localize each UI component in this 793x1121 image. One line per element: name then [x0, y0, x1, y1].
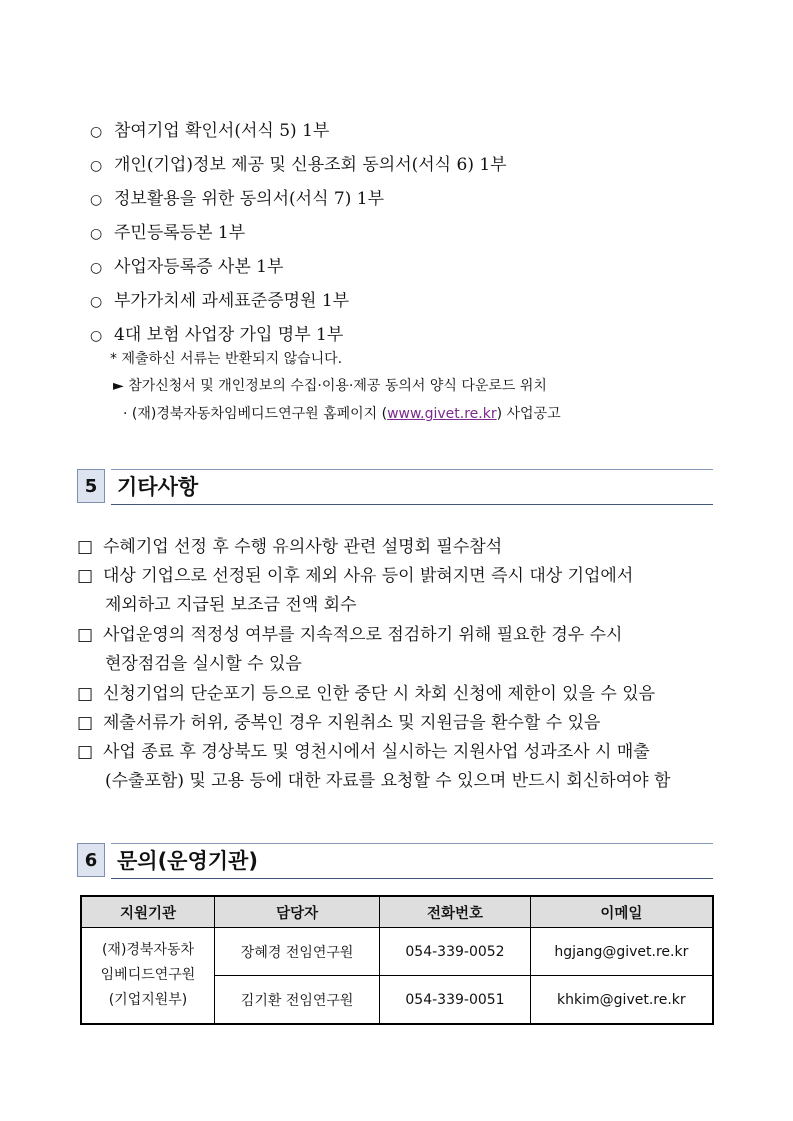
list-item — [90, 286, 349, 311]
list-item-text: 정보활용을 위한 동의서(서식 7) 1부 — [114, 189, 384, 209]
list-item — [77, 621, 717, 679]
list-item — [77, 738, 717, 796]
divider — [111, 469, 713, 470]
list-item-text: 사업자등록증 사본 1부 — [114, 257, 284, 277]
website-link[interactable]: www.givet.re.kr — [387, 406, 497, 422]
list-item-text: 개인(기업)정보 제공 및 신용조회 동의서(서식 6) 1부 — [114, 155, 507, 175]
bullet: ○ — [90, 226, 103, 242]
divider — [111, 878, 713, 879]
section-title: 기타사항 — [117, 475, 199, 499]
divider — [111, 843, 713, 844]
checkbox-icon: □ — [77, 566, 94, 586]
list-item — [90, 218, 245, 243]
contact-person: 장혜경 전임연구원 — [214, 928, 379, 976]
website-suffix: ) 사업공고 — [496, 406, 561, 422]
list-item — [77, 709, 717, 738]
checkbox-icon: □ — [77, 684, 94, 704]
contact-email[interactable]: hgjang@givet.re.kr — [530, 928, 713, 976]
column-header: 지원기관 — [81, 896, 214, 928]
list-item — [90, 184, 384, 209]
list-item-text: 대상 기업으로 선정된 이후 제외 사유 등이 밝혀지면 즉시 대상 기업에서 — [103, 566, 634, 586]
bullet: ○ — [90, 124, 103, 140]
list-item-text: 참여기업 확인서(서식 5) 1부 — [114, 121, 330, 141]
list-item-continuation: (수출포함) 및 고용 등에 대한 자료를 요청할 수 있으며 반드시 회신하여야 함 — [105, 771, 671, 791]
list-item — [90, 150, 507, 175]
list-item — [90, 320, 343, 345]
bullet: ○ — [90, 328, 103, 344]
list-item-continuation: 현장점검을 실시할 수 있음 — [105, 654, 302, 674]
section-number: 5 — [77, 469, 105, 503]
contact-table — [80, 895, 714, 1025]
checkbox-icon: □ — [77, 625, 94, 645]
checkbox-icon: □ — [77, 713, 94, 733]
agency-line: (재)경북자동차 — [101, 942, 195, 958]
column-header: 담당자 — [214, 896, 379, 928]
list-item — [77, 680, 717, 709]
list-item-text: 부가가치세 과세표준증명원 1부 — [114, 291, 350, 311]
table-row — [81, 928, 713, 976]
checkbox-icon: □ — [77, 537, 94, 557]
list-item-text: 사업운영의 적정성 여부를 지속적으로 점검하기 위해 필요한 경우 수시 — [103, 625, 623, 645]
divider — [111, 504, 713, 505]
list-item — [90, 116, 329, 141]
list-item-text: 사업 종료 후 경상북도 및 영천시에서 실시하는 지원사업 성과조사 시 매출 — [103, 742, 650, 762]
checkbox-icon: □ — [77, 742, 94, 762]
agency-cell — [81, 928, 214, 1025]
list-item-text: 수혜기업 선정 후 수행 유의사항 관련 설명회 필수참석 — [103, 537, 503, 557]
column-header: 이메일 — [530, 896, 713, 928]
table-header-row — [81, 896, 713, 928]
section-number: 6 — [77, 843, 105, 877]
agency-line: (기업지원부) — [108, 992, 188, 1008]
list-item-text: 주민등록등본 1부 — [114, 223, 246, 243]
contact-email[interactable]: khkim@givet.re.kr — [530, 976, 713, 1025]
list-item — [90, 252, 283, 277]
contact-person: 김기환 전임연구원 — [214, 976, 379, 1025]
list-item-text: 신청기업의 단순포기 등으로 인한 중단 시 차회 신청에 제한이 있을 수 있음 — [103, 684, 656, 704]
list-item-text: 4대 보험 사업장 가입 명부 1부 — [114, 325, 344, 345]
column-header: 전화번호 — [380, 896, 530, 928]
bullet: ○ — [90, 294, 103, 310]
contact-phone: 054-339-0051 — [380, 976, 530, 1025]
contact-phone: 054-339-0052 — [380, 928, 530, 976]
section-5-header — [77, 469, 713, 505]
list-item-continuation: 제외하고 지급된 보조금 전액 회수 — [105, 595, 357, 615]
bullet: ○ — [90, 260, 103, 276]
section-6-header — [77, 843, 713, 879]
website-prefix: · (재)경북자동차임베디드연구원 홈페이지 ( — [123, 406, 388, 422]
bullet: ○ — [90, 158, 103, 174]
list-item — [77, 533, 717, 562]
section-title: 문의(운영기관) — [117, 849, 258, 873]
return-note: * 제출하신 서류는 반환되지 않습니다. — [110, 351, 343, 367]
list-item-text: 제출서류가 허위, 중복인 경우 지원취소 및 지원금을 환수할 수 있음 — [103, 713, 601, 733]
download-note: ► 참가신청서 및 개인정보의 수집·이용·제공 동의서 양식 다운로드 위치 — [113, 378, 547, 394]
list-item — [77, 562, 717, 620]
agency-line: 임베디드연구원 — [100, 967, 196, 983]
bullet: ○ — [90, 192, 103, 208]
website-note — [123, 403, 561, 423]
